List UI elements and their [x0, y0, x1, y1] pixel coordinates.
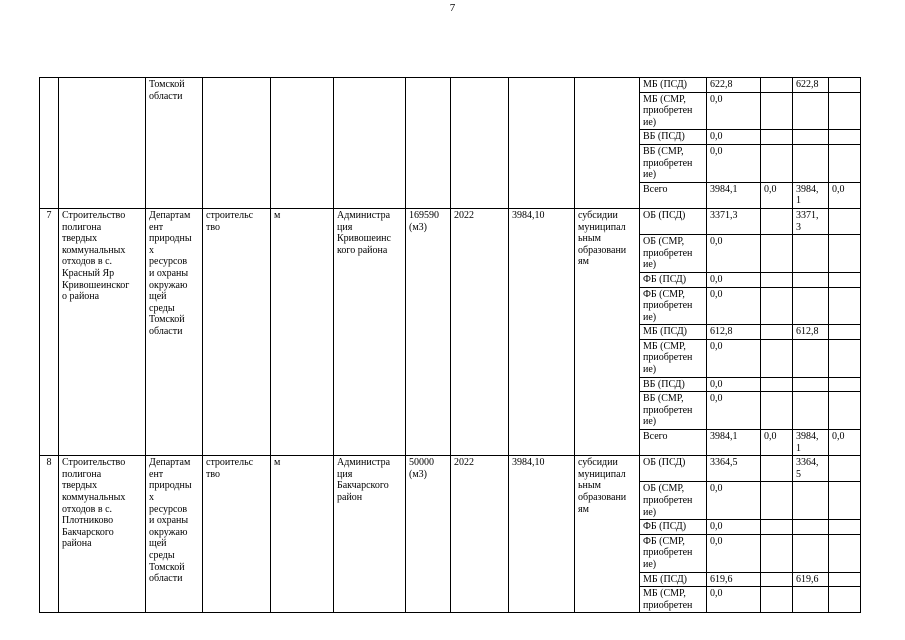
capacity: 50000 (м3)	[406, 456, 451, 613]
funding-value-3	[793, 587, 829, 613]
funding-source: ОБ (СМР, приобретен ие)	[640, 235, 707, 273]
funding-source: Всего	[640, 182, 707, 208]
funding-value-4	[829, 587, 861, 613]
project-name	[59, 78, 146, 209]
funding-value-4	[829, 482, 861, 520]
funding-form	[575, 78, 640, 209]
capacity: 169590 (м3)	[406, 208, 451, 455]
funding-value-4: 0,0	[829, 430, 861, 456]
funding-source: ВБ (СМР, приобретен ие)	[640, 144, 707, 182]
funding-value-3	[793, 144, 829, 182]
funding-total: 0,0	[707, 287, 761, 325]
customer: Администра ция Кривошеинс кого района	[334, 208, 406, 455]
funding-value-3: 622,8	[793, 78, 829, 93]
funding-value-3: 3364, 5	[793, 456, 829, 482]
funding-value-2	[761, 587, 793, 613]
funding-value-2	[761, 92, 793, 130]
funding-value-4	[829, 456, 861, 482]
funding-value-4	[829, 78, 861, 93]
funding-source: МБ (СМР, приобретен ие)	[640, 92, 707, 130]
funding-total: 0,0	[707, 392, 761, 430]
funding-value-4	[829, 520, 861, 535]
funding-source: МБ (СМР, приобретен	[640, 587, 707, 613]
funding-value-3	[793, 272, 829, 287]
funding-value-2	[761, 482, 793, 520]
funding-total: 622,8	[707, 78, 761, 93]
funding-source: МБ (ПСД)	[640, 325, 707, 340]
page-number: 7	[449, 2, 456, 14]
funding-source: Всего	[640, 430, 707, 456]
funding-total: 0,0	[707, 377, 761, 392]
funding-value-2	[761, 534, 793, 572]
funding-source: ВБ (ПСД)	[640, 377, 707, 392]
unit	[271, 78, 334, 209]
year: 2022	[451, 208, 509, 455]
funding-value-2	[761, 392, 793, 430]
customer	[334, 78, 406, 209]
funding-source: ВБ (ПСД)	[640, 130, 707, 145]
funding-source: ФБ (ПСД)	[640, 272, 707, 287]
funding-value-2	[761, 456, 793, 482]
funding-total: 3371,3	[707, 208, 761, 234]
funding-source: ОБ (СМР, приобретен ие)	[640, 482, 707, 520]
responsible-agency: Департам ент природны х ресурсов и охраны окружаю щей среды Томской области	[146, 456, 203, 613]
funding-source: ОБ (ПСД)	[640, 456, 707, 482]
funding-total: 0,0	[707, 235, 761, 273]
table-row	[40, 456, 861, 482]
funding-form: субсидии муниципал ьным образовани ям	[575, 208, 640, 455]
capacity	[406, 78, 451, 209]
funding-value-2	[761, 520, 793, 535]
funding-value-4	[829, 287, 861, 325]
funding-total: 619,6	[707, 572, 761, 587]
funding-value-2	[761, 235, 793, 273]
funding-form: субсидии муниципал ьным образовани ям	[575, 456, 640, 613]
funding-source: МБ (ПСД)	[640, 78, 707, 93]
funding-value-4	[829, 534, 861, 572]
funding-value-2	[761, 144, 793, 182]
funding-total: 3984,1	[707, 430, 761, 456]
funding-value-4	[829, 208, 861, 234]
funding-value-4	[829, 144, 861, 182]
funding-value-2	[761, 78, 793, 93]
funding-value-2	[761, 339, 793, 377]
funding-value-3	[793, 534, 829, 572]
funding-value-3	[793, 392, 829, 430]
funding-value-2: 0,0	[761, 430, 793, 456]
funding-value-4	[829, 325, 861, 340]
year: 2022	[451, 456, 509, 613]
funding-source: ФБ (СМР, приобретен ие)	[640, 287, 707, 325]
funding-value-3: 3371, 3	[793, 208, 829, 234]
funding-total: 0,0	[707, 520, 761, 535]
funding-value-3	[793, 520, 829, 535]
funding-value-4	[829, 130, 861, 145]
funding-total: 0,0	[707, 144, 761, 182]
funding-value-3	[793, 482, 829, 520]
cost: 3984,10	[509, 208, 575, 455]
funding-source: МБ (ПСД)	[640, 572, 707, 587]
funding-value-2	[761, 572, 793, 587]
funding-total: 3364,5	[707, 456, 761, 482]
funding-value-2: 0,0	[761, 182, 793, 208]
funding-value-3: 3984, 1	[793, 182, 829, 208]
funding-value-2	[761, 130, 793, 145]
row-number: 8	[40, 456, 59, 613]
funding-total: 0,0	[707, 92, 761, 130]
funding-value-3	[793, 287, 829, 325]
row-number: 7	[40, 208, 59, 455]
funding-value-3	[793, 92, 829, 130]
funding-value-4	[829, 339, 861, 377]
funding-total: 0,0	[707, 272, 761, 287]
funding-value-3	[793, 377, 829, 392]
responsible-agency: Департам ент природны х ресурсов и охраны окружаю щей среды Томской области	[146, 208, 203, 455]
funding-value-4	[829, 235, 861, 273]
table-row	[40, 208, 861, 234]
year	[451, 78, 509, 209]
funding-value-4	[829, 92, 861, 130]
responsible-agency: Томской области	[146, 78, 203, 209]
funding-total: 612,8	[707, 325, 761, 340]
funding-value-3: 612,8	[793, 325, 829, 340]
customer: Администра ция Бакчарского район	[334, 456, 406, 613]
funding-value-2	[761, 287, 793, 325]
funding-total: 0,0	[707, 482, 761, 520]
unit: м	[271, 208, 334, 455]
row-number	[40, 78, 59, 209]
project-name: Строительство полигона твердых коммунальных отходов в с. Красный Яр Кривошеинског о района	[59, 208, 146, 455]
funding-source: МБ (СМР, приобретен ие)	[640, 339, 707, 377]
table-row	[40, 78, 861, 93]
funding-value-3: 619,6	[793, 572, 829, 587]
funding-source: ВБ (СМР, приобретен ие)	[640, 392, 707, 430]
funding-value-2	[761, 208, 793, 234]
funding-source: ФБ (СМР, приобретен ие)	[640, 534, 707, 572]
project-name: Строительство полигона твердых коммунальных отходов в с. Плотниково Бакчарского района	[59, 456, 146, 613]
funding-total: 0,0	[707, 130, 761, 145]
funding-value-2	[761, 325, 793, 340]
investment-table	[39, 77, 861, 613]
funding-value-3	[793, 235, 829, 273]
cost: 3984,10	[509, 456, 575, 613]
funding-total: 0,0	[707, 587, 761, 613]
cost	[509, 78, 575, 209]
table-body	[40, 78, 861, 613]
work-type	[203, 78, 271, 209]
funding-total: 3984,1	[707, 182, 761, 208]
funding-total: 0,0	[707, 534, 761, 572]
work-type: строительс тво	[203, 208, 271, 455]
funding-source: ОБ (ПСД)	[640, 208, 707, 234]
funding-value-3	[793, 339, 829, 377]
funding-source: ФБ (ПСД)	[640, 520, 707, 535]
funding-value-4: 0,0	[829, 182, 861, 208]
funding-value-4	[829, 377, 861, 392]
funding-value-4	[829, 272, 861, 287]
work-type: строительс тво	[203, 456, 271, 613]
funding-value-2	[761, 272, 793, 287]
unit: м	[271, 456, 334, 613]
funding-value-4	[829, 572, 861, 587]
funding-total: 0,0	[707, 339, 761, 377]
funding-value-2	[761, 377, 793, 392]
funding-value-3: 3984, 1	[793, 430, 829, 456]
funding-value-4	[829, 392, 861, 430]
funding-value-3	[793, 130, 829, 145]
